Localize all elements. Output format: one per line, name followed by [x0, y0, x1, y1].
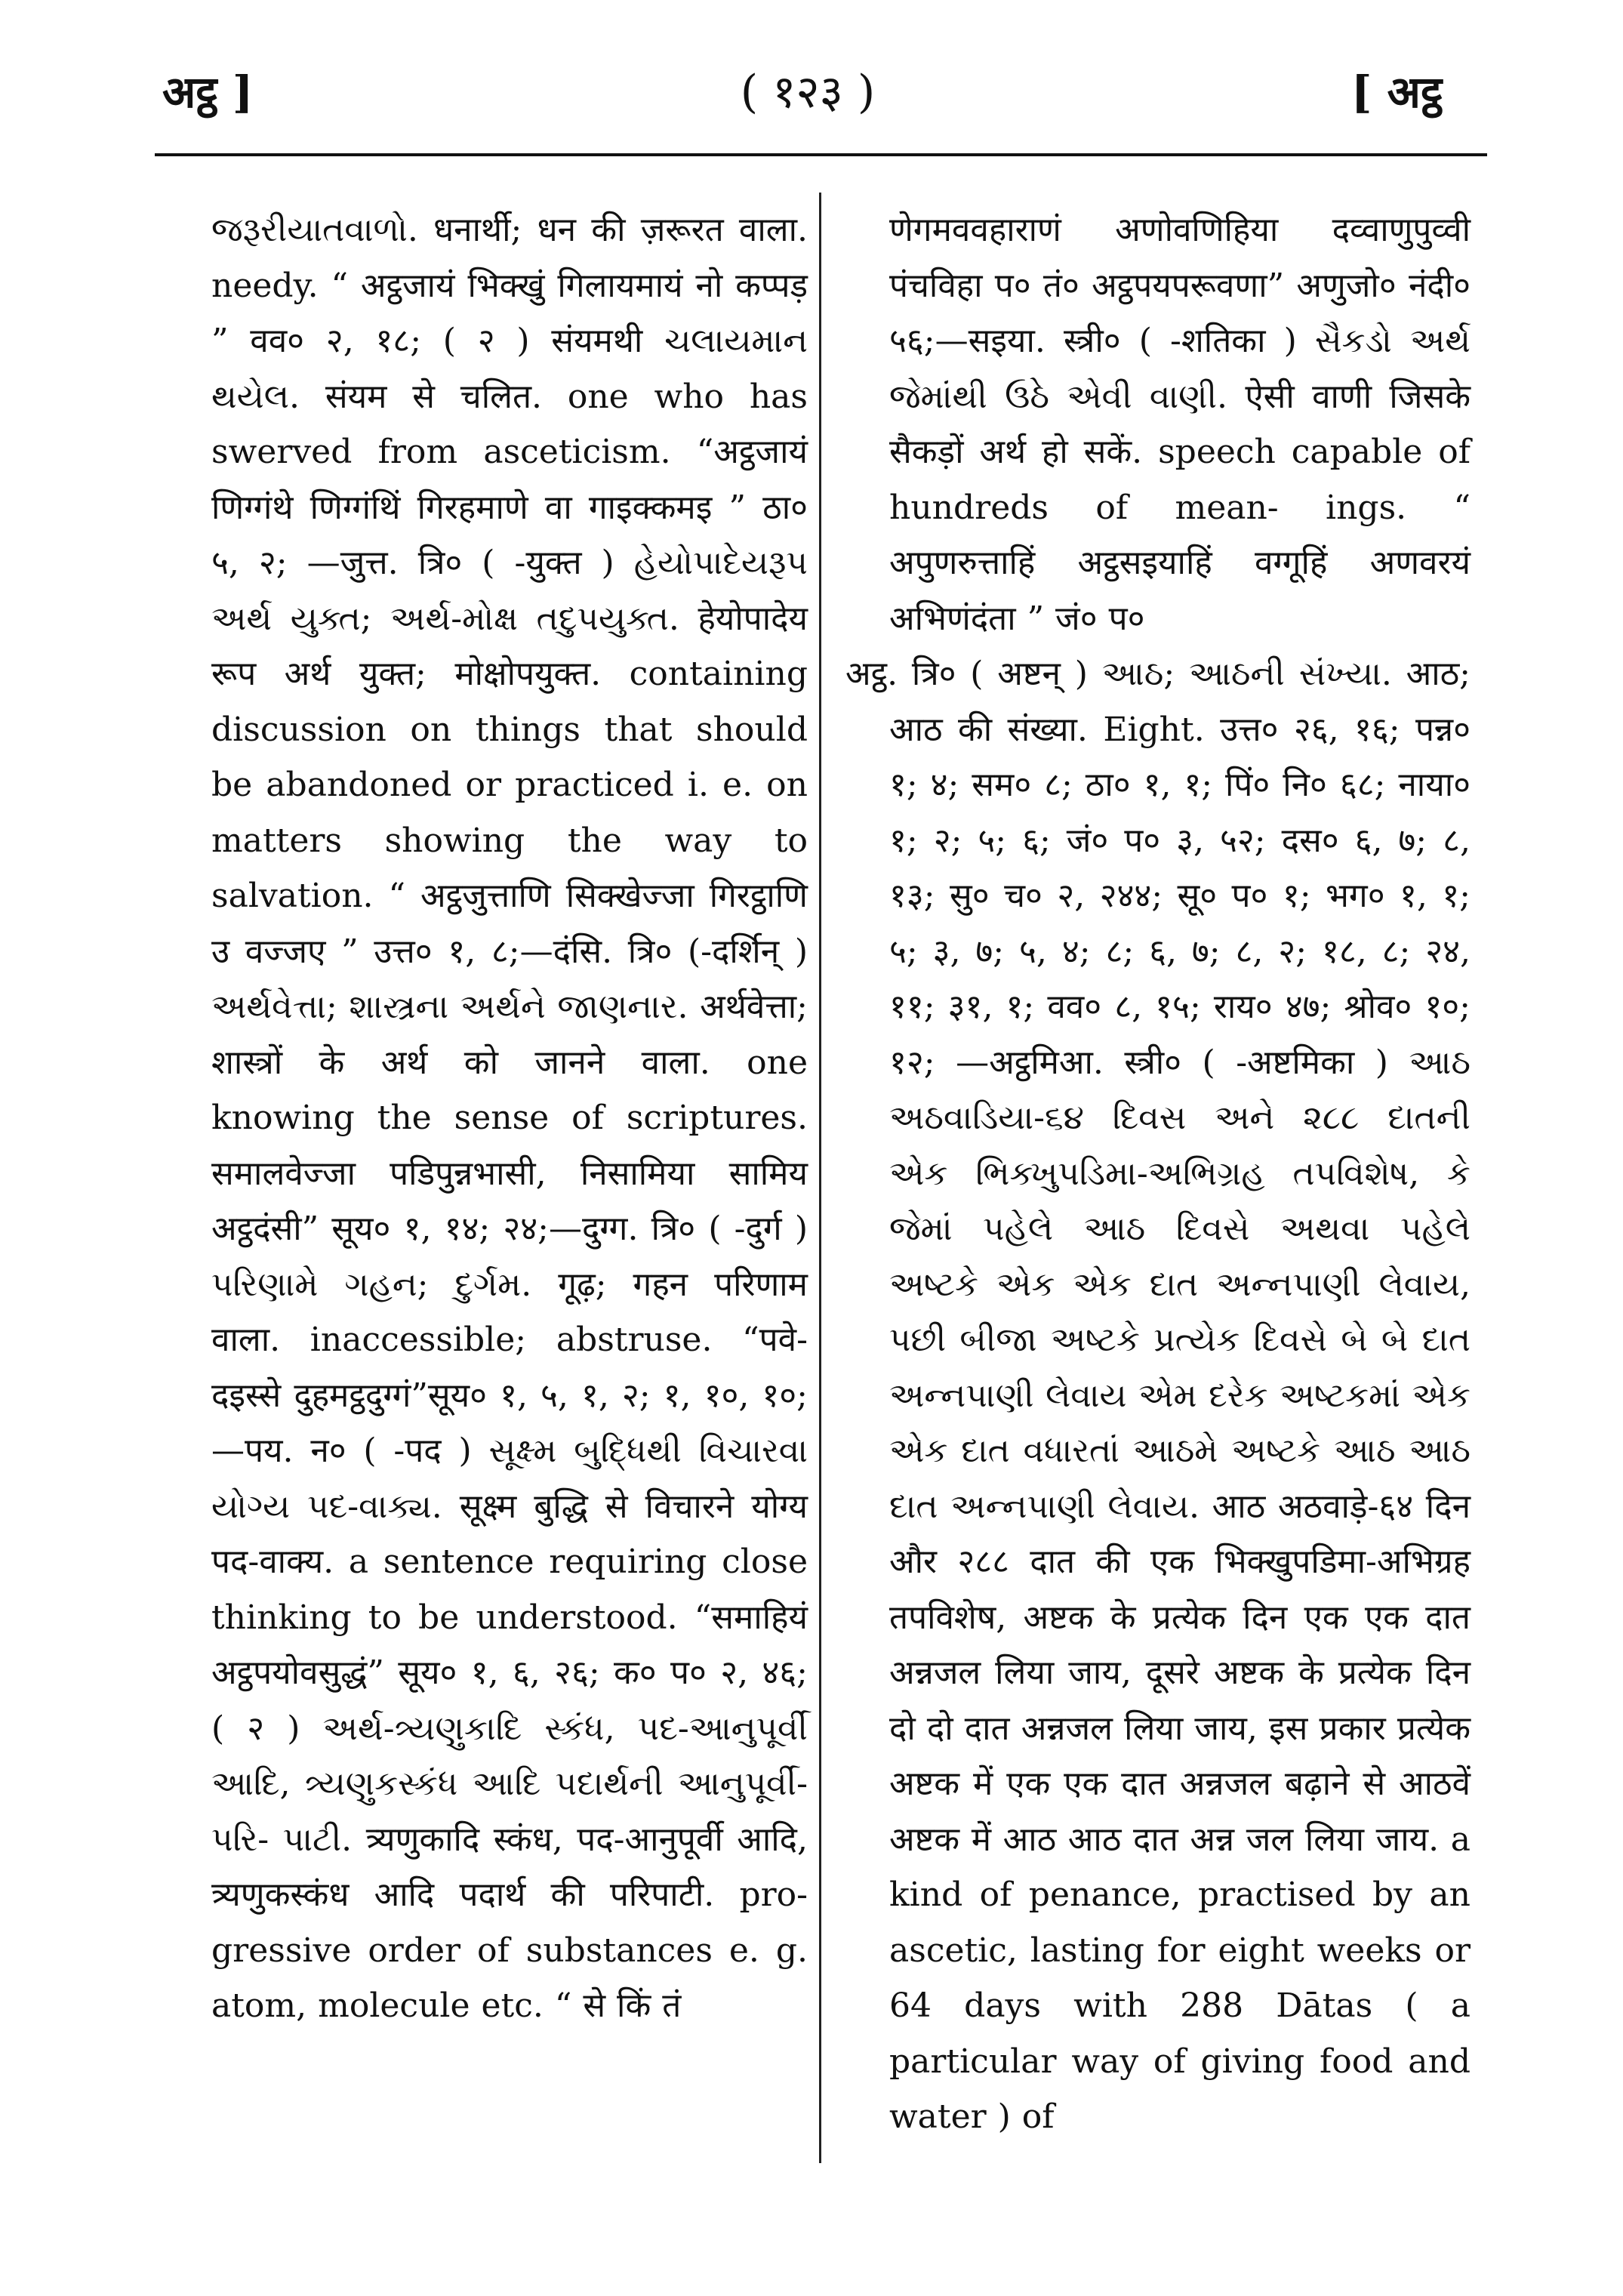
running-head-right: [ अट्ठ: [1351, 66, 1443, 118]
entry-continuation-left: જરૂરીયાતવાળો. धनार्थी; धन की ज़रूरत वाला. needy. “ अट्ठजायं भिक्खुं गिलायमायं नो कप्पड़ ” वव० २, १८; ( २ ) संयमथी ચલાયમાન થયેલ. संयम से चलित. one who has swerved from asceticism. “अट्ठजायं णिग्गंथे णिग्गंथिं गिरहमाणे वा गाइक्कमइ ” ठा० ५, २; —जुत्त. त्रि० ( -युक्त ) હેયોપાદેયરૂપ અર્થ યુક્ત; અર્થ-મોક્ષ તદુપયુક્ત. हेयोपादेय रूप अर्थ युक्त; मोक्षोपयुक्त. containing discussion on things that should be abandoned or practiced i. e. on matters showing the way to salvation. “ अट्ठजुत्ताणि सिक्खेज्जा गिरट्ठाणि उ वज्जए ” उत्त० १, ८;—दंसि. त्रि० (-दर्शिन् ) અર્થવેત્તા; શાસ્ત્રના અર્થને જાણનાર. अर्थवेत्ता; शास्त्रों के अर्थ को जानने वाला. one knowing the sense of scriptures. समालवेज्जा पडिपुन्नभासी, निसामिया सामिय अट्ठदंसी” सूय० १, १४; २४;—दुग्ग. त्रि० ( -दुर्ग ) પરિણામે ગહન; દુર્ગમ. गूढ़; गहन परिणाम वाला. inaccessible; abstruse. “पवे- दइस्से दुहमट्ठदुग्गं”सूय० १, ५, १, २; १, १०, १०;—पय. न० ( -पद ) સૂક્ષ્મ બુદ્ધિથી વિચારવા યોગ્ય પદ-વાક્ય. सूक्ष्म बुद्धि से विचारने योग्य पद-वाक्य. a sentence requiring close thinking to be understood. “समाहियं अट्ठपयोवसुद्धं” सूय० १, ६, २६; क० प० २, ४६; ( २ ) અર્થ-ત્ર્યણુકાદિ સ્કંધ, પદ-આનુપૂર્વી આદિ, ત્ર્યણુકસ્કંધ આદિ પદાર્થની આનુપૂર્વી-પરિ- પાટી. त्र्यणुकादि स्कंध, पद-आनुपूर्वी आदि, त्र्यणुकस्कंध आदि पदार्थ की परिपाटी. pro- gressive order of substances e. g. atom, molecule etc. “ से किं तं: [211, 211, 808, 2025]
entry-continuation-right: णेगमववहाराणं अणोवणिहिया दव्वाणुपुव्वी पंचविहा प० तं० अट्ठपयपरूवणा” अणुजो० नंदी० ५६;—सइया. स्त्री० ( -शतिका ) સૈકડો અર્થ જેમાંથી ઉઠે એવી વાણી. ऐसी वाणी जिसके सैकड़ों अर्थ हो सकें. speech capable of hundreds of mean- ings. “ अपुणरुत्ताहिं अट्ठसइयाहिं वग्गूहिं अणवरयं अभिणंदंता ” जं० प०: [889, 211, 1471, 638]
page-header: [0, 0, 1623, 159]
left-column: [211, 202, 808, 2034]
page-number: ( १२३ ): [740, 66, 876, 119]
header-rule: [155, 153, 1487, 156]
entry-attha: अट्ठ. त्रि० ( अष्टन् ) આઠ; આઠની સંખ્યા. आठ; आठ की संख्या. Eight. उत्त० २६, १६; पन्न० १; ४; सम० ८; ठा० १, १; पिं० नि० ६८; नाया० १; २; ५; ६; जं० प० ३, ५२; दस० ६, ७; ८, १३; सु० च० २, २४४; सू० प० १; भग० १, १; ५; ३, ७; ५, ४; ८; ६, ७; ८, २; १८, ८; २४, ११; ३१, १; वव० ८, १५; राय० ४७; श्रोव० १०; १२; —अट्ठमिआ. स्त्री० ( -अष्टमिका ) આઠ અઠવાડિયા-૬૪ દિવસ અને ૨૮૮ દાતની એક ભિક્ખુપડિમા-અભિગ્રહ તપવિશેષ, કે જેમાં પહેલે આઠ દિવસે અથવા પહેલે અષ્ટકે એક એક દાત અન્નપાણી લેવાય, પછી બીજા અષ્ટકે પ્રત્યેક દિવસે બે બે દાત અન્નપાણી લેવાય એમ દરેક અષ્ટકમાં એક એક દાત વધારતાં આઠમે અષ્ટકે આઠ આઠ દાત અન્નપાણી લેવાય. आठ अठवाड़े-६४ दिन और २८८ दात की एक भिक्खुपडिमा-अभिग्रह तपविशेष, अष्टक के प्रत्येक दिन एक एक दात अन्नजल लिया जाय, दूसरे अष्टक के प्रत्येक दिन दो दो दात अन्नजल लिया जाय, इस प्रकार प्रत्येक अष्टक में एक एक दात अन्नजल बढ़ाने से आठवें अष्टक में आठ आठ दात अन्न जल लिया जाय. a kind of penance, practised by an ascetic, lasting for eight weeks or 64 days with 288 Dātas ( a particular way of giving food and water ) of: [845, 655, 1471, 2136]
running-head-left: अट्ठ ]: [162, 66, 254, 118]
column-divider: [819, 193, 821, 2163]
right-column: [845, 202, 1471, 2145]
